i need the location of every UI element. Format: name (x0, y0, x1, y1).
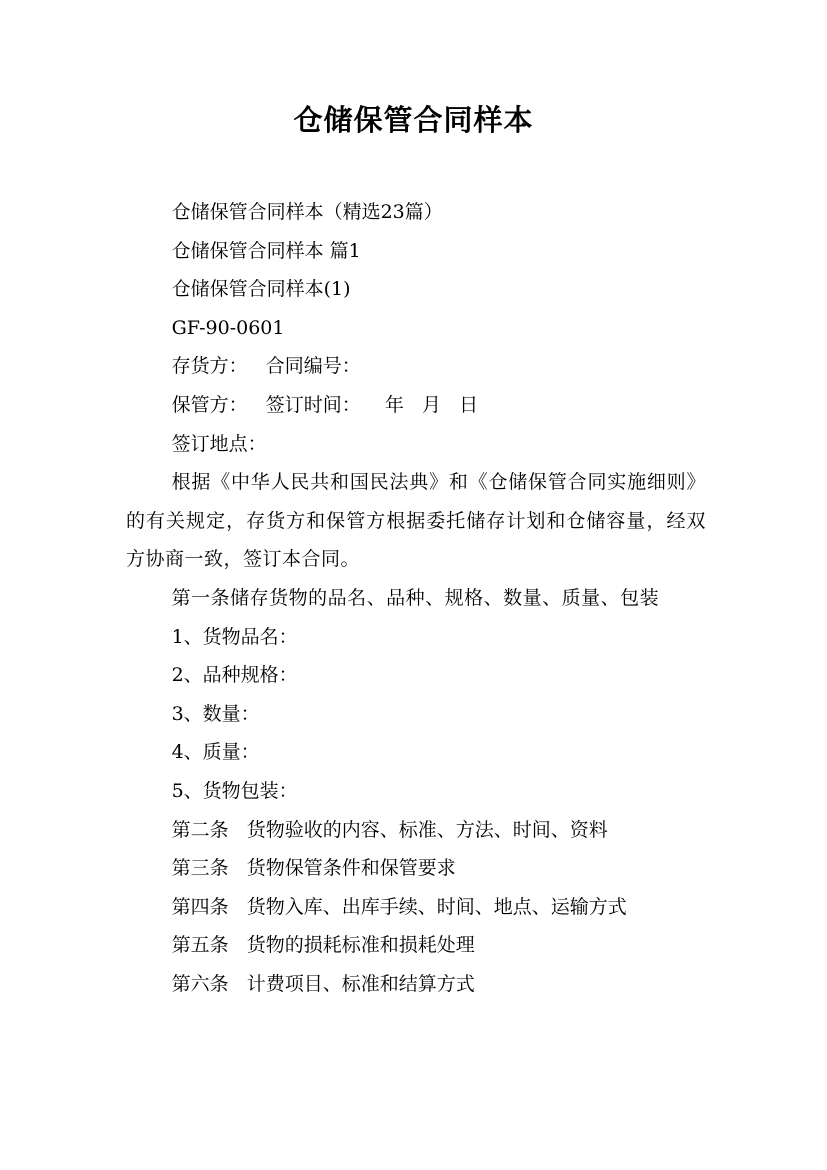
line-depositor: 存货方： 合同编号： (171, 355, 361, 378)
article-2: 第二条 货物验收的内容、标准、方法、时间、资料 (171, 818, 608, 841)
document-title: 仓储保管合同样本 (293, 103, 534, 137)
document-body (126, 193, 706, 1003)
item-goods-name: 1、货物品名： (171, 625, 298, 648)
line-signing-place: 签订地点： (171, 432, 267, 455)
item-variety-spec: 2、品种规格： (171, 664, 298, 687)
line-subtitle: 仓储保管合同样本（精选23篇） (171, 201, 443, 223)
article-4: 第四条 货物入库、出库手续、时间、地点、运输方式 (171, 895, 627, 918)
article-5: 第五条 货物的损耗标准和损耗处理 (171, 934, 475, 957)
item-quantity: 3、数量： (171, 702, 260, 725)
line-custodian: 保管方： 签订时间： 年 月 日 (171, 393, 479, 416)
line-contract-name: 仓储保管合同样本(1) (171, 278, 351, 301)
line-section-heading: 仓储保管合同样本 篇1 (171, 239, 361, 262)
item-packaging: 5、货物包装： (171, 779, 298, 802)
paragraph-preamble: 根据《中华人民共和国民法典》和《仓储保管合同实施细则》的有关规定，存货方和保管方根据委托储存计划和仓储容量，经双方协商一致，签订本合同。 (126, 471, 706, 571)
article-3: 第三条 货物保管条件和保管要求 (171, 857, 456, 880)
article-6: 第六条 计费项目、标准和结算方式 (171, 972, 475, 995)
article-1-heading: 第一条储存货物的品名、品种、规格、数量、质量、包装 (171, 586, 660, 609)
item-quality: 4、质量： (171, 741, 260, 764)
line-contract-code: GF-90-0601 (171, 316, 285, 339)
